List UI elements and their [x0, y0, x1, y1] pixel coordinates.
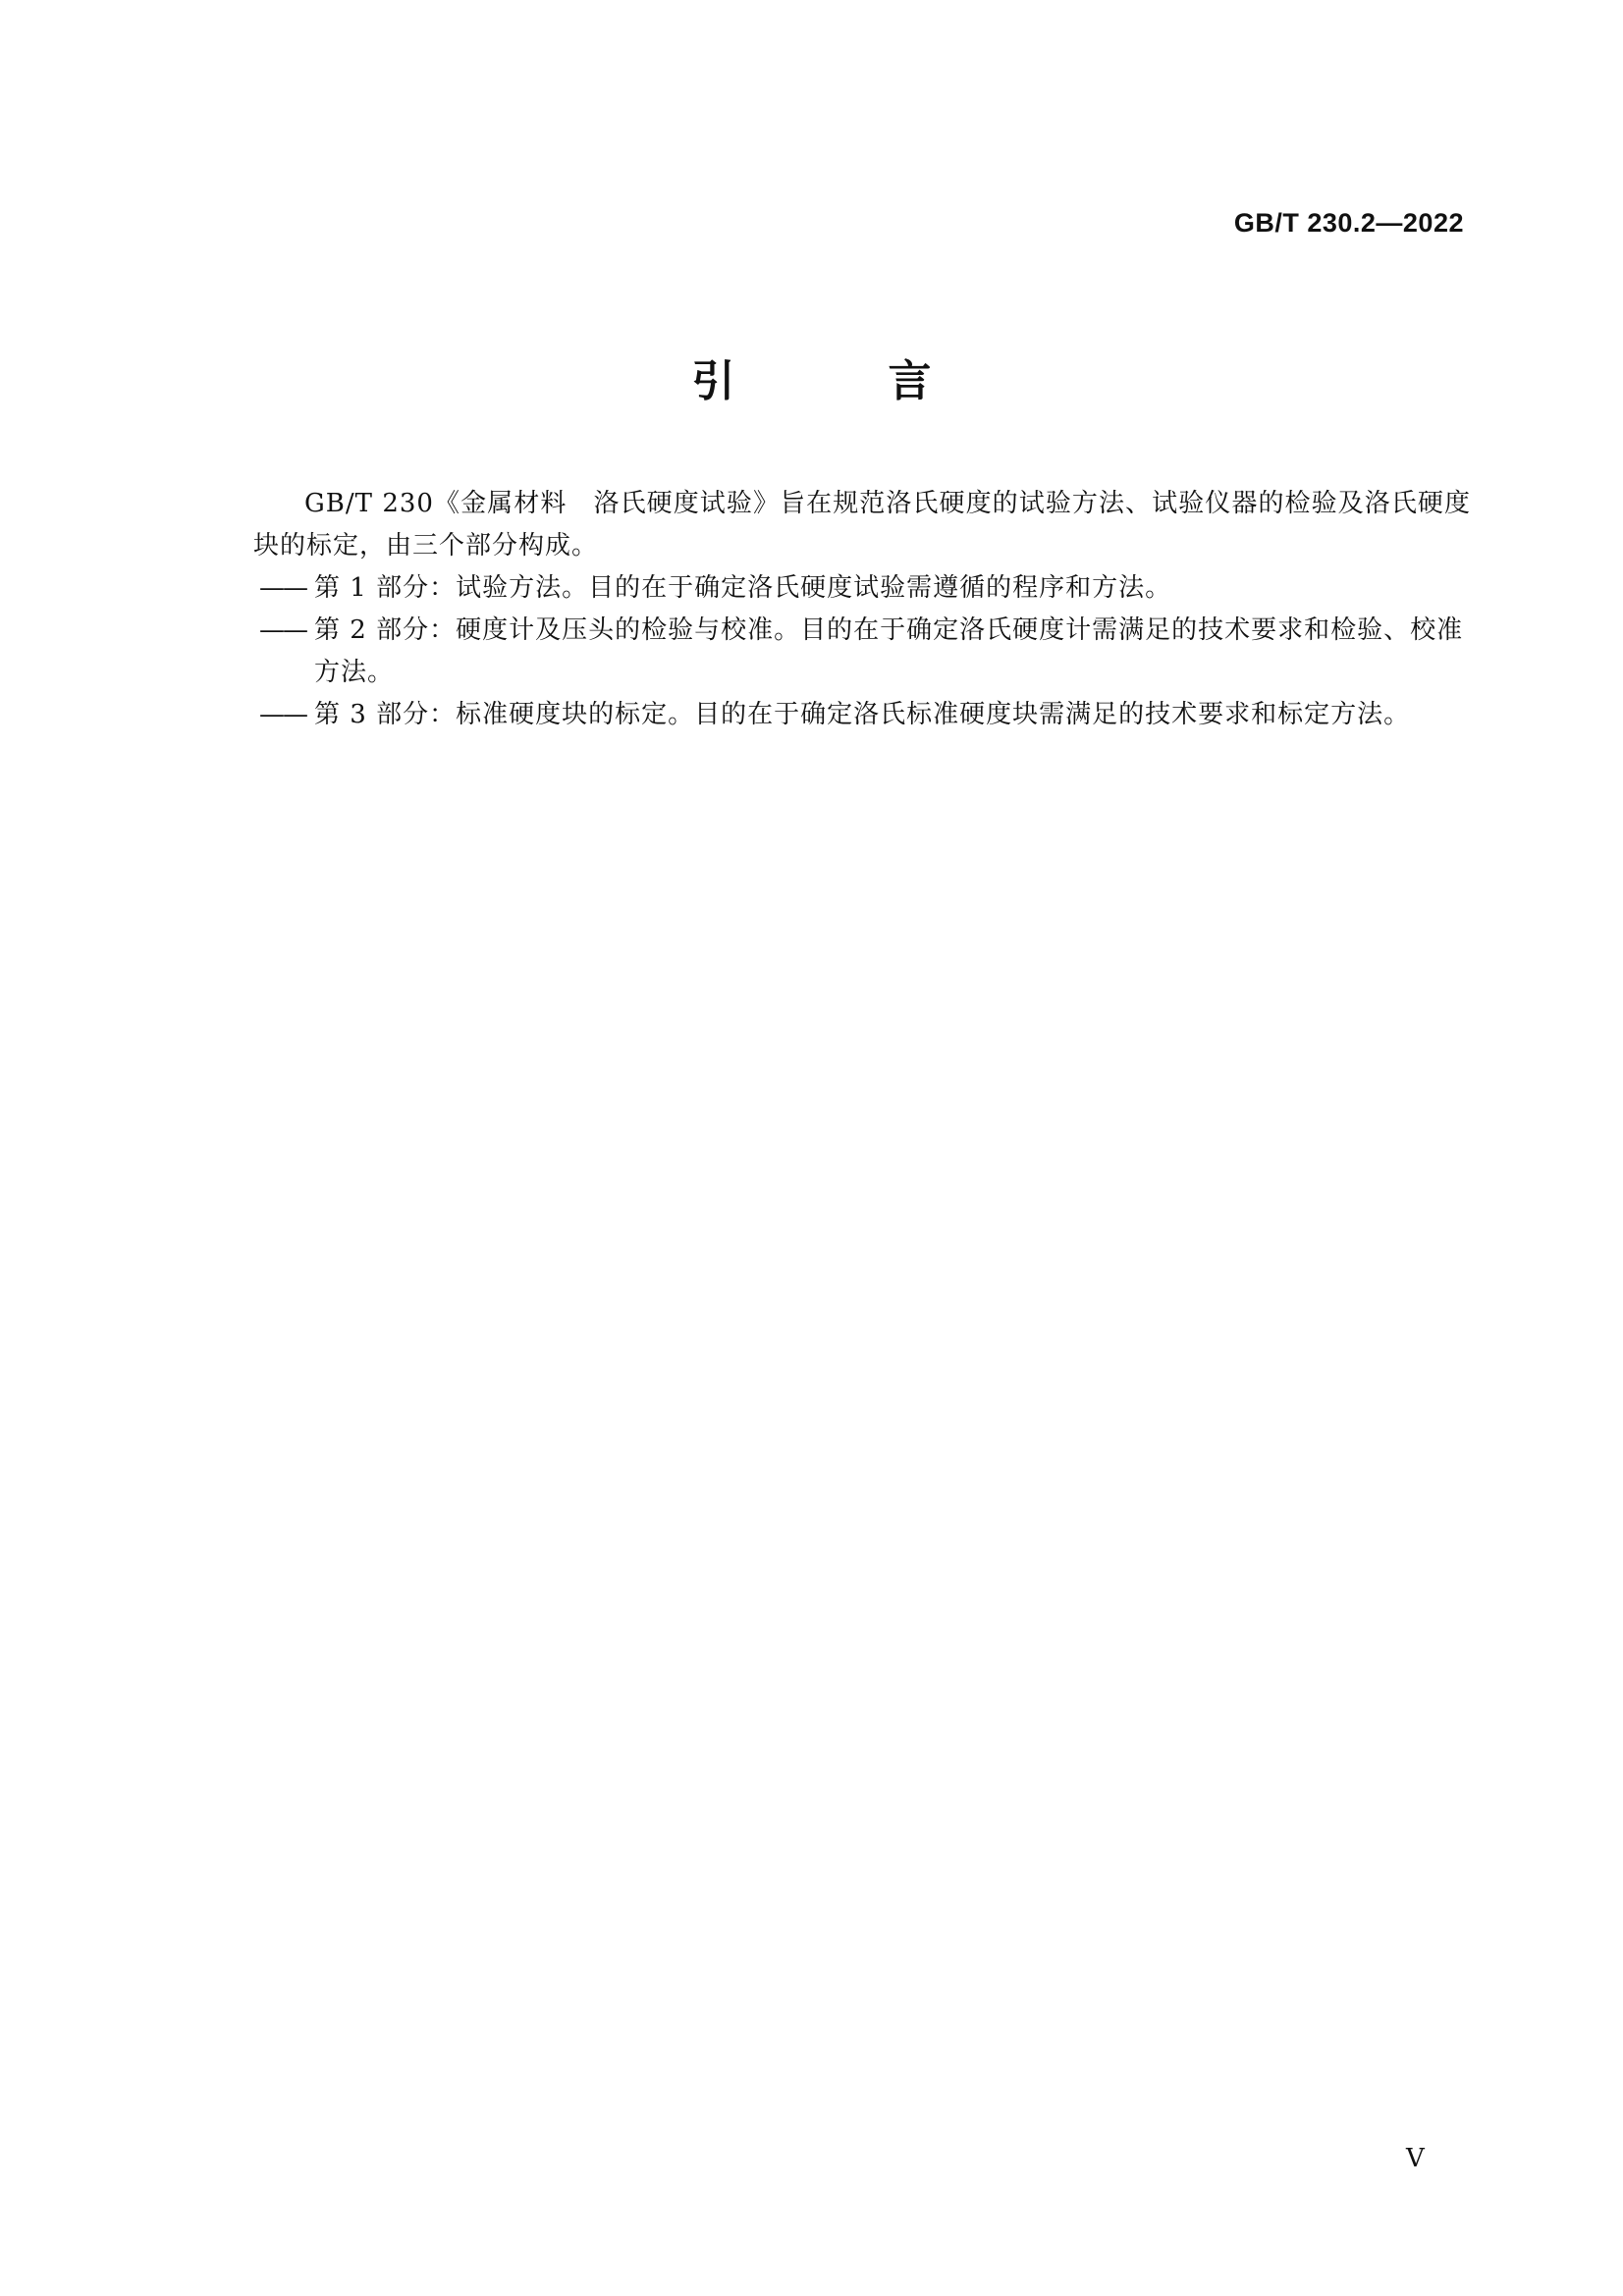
section-title	[0, 346, 1623, 408]
list-dash: ——	[259, 615, 306, 645]
introduction-body	[253, 483, 1471, 736]
list-item-text: 第 3 部分：标准硬度块的标定。目的在于确定洛氏标准硬度块需满足的技术要求和标定方法。	[314, 700, 1411, 729]
list-item-part-1	[253, 567, 1471, 610]
list-item-text: 第 2 部分：硬度计及压头的检验与校准。目的在于确定洛氏硬度计需满足的技术要求和检验、校准方法。	[314, 615, 1464, 687]
list-item-part-2	[253, 610, 1471, 694]
list-dash: ——	[259, 700, 306, 729]
list-item-text: 第 1 部分：试验方法。目的在于确定洛氏硬度试验需遵循的程序和方法。	[314, 573, 1172, 603]
intro-paragraph: GB/T 230《金属材料 洛氏硬度试验》旨在规范洛氏硬度的试验方法、试验仪器的检验及洛氏硬度块的标定，由三个部分构成。	[253, 489, 1471, 561]
title-char-2: 言	[888, 356, 932, 406]
page-number: V	[1406, 2144, 1425, 2173]
standard-number: GB/T 230.2—2022	[1233, 208, 1464, 238]
list-dash: ——	[259, 573, 306, 603]
title-char-1: 引	[691, 356, 735, 406]
list-item-part-3	[253, 694, 1471, 736]
